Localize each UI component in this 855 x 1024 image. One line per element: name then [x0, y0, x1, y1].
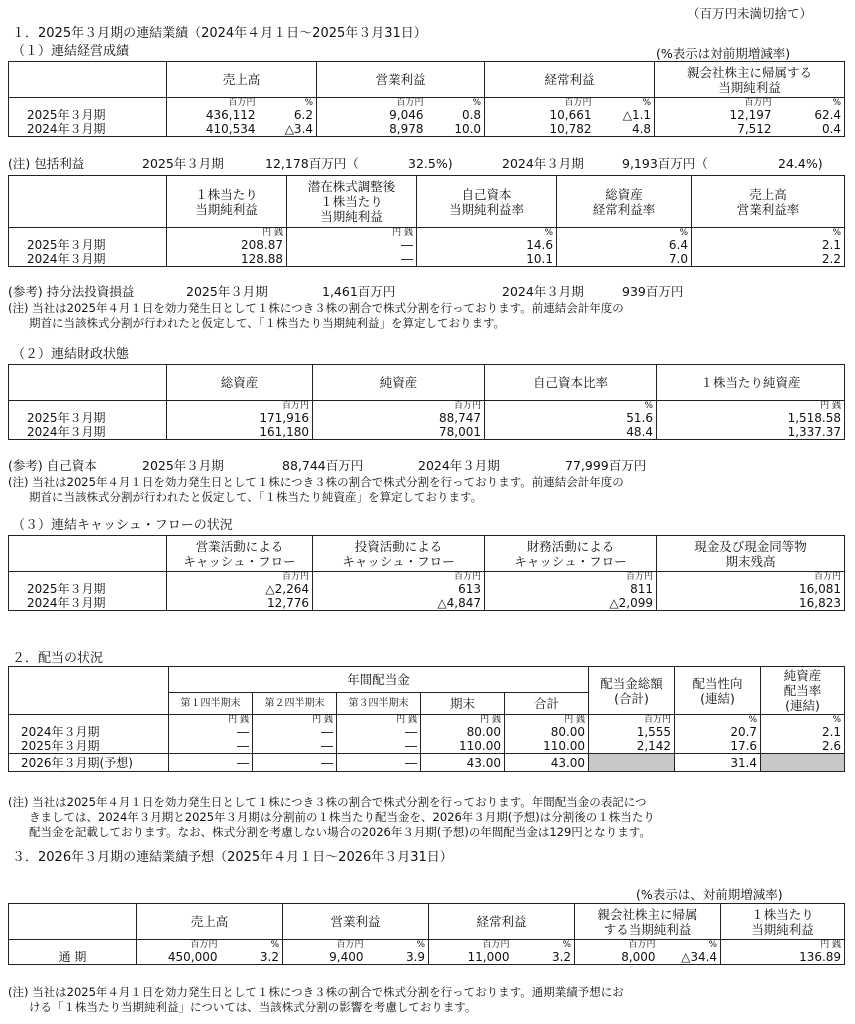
value: 77,999百万円	[565, 458, 647, 473]
table-row: 2024年３月期 12,776 △4,847 △2,099 16,823	[9, 596, 845, 611]
table-row: 2025年３月期 171,916 88,747 51.6 1,518.58	[9, 411, 845, 425]
col-sales: 売上高	[137, 904, 283, 940]
table-row: 2025年３月期 436,112 6.2 9,046 0.8 10,661 △1.1 12,197 62.4	[9, 108, 845, 122]
col-payout-ratio: 配当性向 (連結)	[675, 667, 761, 715]
comprehensive-income-label: (注) 包括利益	[8, 156, 85, 171]
section2-title: （２）連結財政状態	[12, 347, 130, 362]
col-total-assets: 総資産	[167, 365, 313, 401]
period-label: 2024年３月期	[418, 458, 500, 473]
col-sales: 売上高	[167, 62, 317, 98]
col-eps: １株当たり 当期純利益	[167, 176, 287, 228]
col-net-income: 親会社株主に帰属 する当期純利益	[575, 904, 721, 940]
table-row: 通 期 450,000 3.2 9,400 3.9 11,000 3.2 8,000 △34.4 136.89	[9, 950, 845, 965]
col-q1: 第１四半期末	[169, 693, 253, 715]
table-row: 2025年３月期 ― ― ― 110.00 110.00 2,142 17.6 2.6	[9, 739, 845, 754]
col-equity-ratio: 自己資本比率	[485, 365, 657, 401]
pct-note: (%表示は対前期増減率)	[656, 46, 791, 61]
col-annual-dividend: 年間配当金	[169, 667, 589, 693]
col-cash-balance: 現金及び現金同等物 期末残高	[657, 536, 845, 572]
note: (注) 当社は2025年４月１日を効力発生日として１株につき３株の割合で株式分割を行っております。年間配当金の表記につ	[8, 795, 647, 809]
table-row: 2024年３月期 128.88 ― 10.1 7.0 2.2	[9, 252, 845, 267]
col-ordinary-income: 経常利益	[485, 62, 655, 98]
col-net-income: 親会社株主に帰属する 当期純利益	[655, 62, 845, 98]
col-investing-cf: 投資活動による キャッシュ・フロー	[313, 536, 485, 572]
col-operating-cf: 営業活動による キャッシュ・フロー	[167, 536, 313, 572]
table-row: 2024年３月期 161,180 78,001 48.4 1,337.37	[9, 425, 845, 440]
table-row: 2026年３月期(予想) ― ― ― 43.00 43.00 31.4	[9, 754, 845, 772]
pct-note: (%表示は、対前期増減率)	[636, 887, 783, 902]
col-op-margin: 売上高 営業利益率	[692, 176, 845, 228]
section3-title: （３）連結キャッシュ・フローの状況	[12, 518, 233, 533]
col-total: 合計	[505, 693, 589, 715]
per-share-table: １株当たり 当期純利益 潜在株式調整後 １株当たり 当期純利益 自己資本 当期純利益率 総資産 経常利益率 売上高 営業利益率 円 銭 円 銭 % % % 2025年３月期 208.87 ― 14.6 6.4 2.1 2024年３月期 128.88 ― 10.1 7.0 2.2	[8, 175, 845, 267]
period-label: 2025年３月期	[186, 284, 268, 299]
col-ordinary-income: 経常利益	[429, 904, 575, 940]
financial-position-table: 総資産 純資産 自己資本比率 １株当たり純資産 百万円 百万円 % 円 銭 2025年３月期 171,916 88,747 51.6 1,518.58 2024年３月期 161,180 78,001 48.4 1,337.37	[8, 364, 845, 440]
period-label: 2025年３月期	[142, 458, 224, 473]
note: ける「１株当たり当期純利益」については、当該株式分割の影響を考慮しております。	[29, 1000, 477, 1014]
forecast-table: 売上高 営業利益 経常利益 親会社株主に帰属 する当期純利益 １株当たり 当期純利益 百万円 % 百万円 % 百万円 % 百万円 % 円 銭 通 期 450,000 3.2 9,400 3.9 11,000 3.2 8,000 △34.4 136.89	[8, 903, 845, 965]
dividend-table: 年間配当金 配当金総額 (合計) 配当性向 (連結) 純資産 配当率 (連結) 第１四半期末 第２四半期末 第３四半期末 期末 合計 円 銭 円 銭 円 銭 円 銭 円 銭 百万円 % % 2024年３月期 ― ― ― 80.00 80.00 1,555 20.7 2.1 2025年３月期 ― ― ― 110.00 110.00 2,142 17.6 2.6 2026年３月期(予想) ― ― ― 43.00 43.00 31.4	[8, 666, 845, 772]
section4-title: ２．配当の状況	[12, 651, 104, 666]
note: 配当金を記載しております。なお、株式分割を考慮しない場合の2026年３月期(予想)の年間配当金は129円となります。	[29, 825, 651, 839]
note: 期首に当該株式分割が行われたと仮定して、「１株当たり純資産」を算定しております。	[29, 490, 483, 504]
note: (注) 当社は2025年４月１日を効力発生日として１株につき３株の割合で株式分割を行っております。前連結会計年度の	[8, 301, 624, 315]
period-label: 2025年３月期	[142, 156, 224, 171]
section5-title: ３．2026年３月期の連結業績予想（2025年４月１日～2026年３月31日）	[12, 850, 453, 865]
section1-title: １．2025年３月期の連結業績（2024年４月１日～2025年３月31日）	[12, 26, 427, 41]
table-row: 2025年３月期 △2,264 613 811 16,081	[9, 582, 845, 596]
equity-method-label: (参考) 持分法投資損益	[8, 284, 135, 299]
unit-note: （百万円未満切捨て）	[687, 6, 813, 21]
value: 88,744百万円	[282, 458, 364, 473]
rate: 32.5%)	[408, 156, 453, 171]
col-year-end: 期末	[421, 693, 505, 715]
operating-results-table: 売上高 営業利益 経常利益 親会社株主に帰属する 当期純利益 百万円 % 百万円 % 百万円 % 百万円 % 2025年３月期 436,112 6.2 9,046 0.8 10,661 △1.1 12,197 62.4 2024年３月期 410,534 △3.4 8,978 10.0 10,782 4.8 7,512 0.4	[8, 61, 845, 137]
value: 12,178百万円（	[265, 156, 359, 171]
equity-label: (参考) 自己資本	[8, 458, 97, 473]
value: 939百万円	[622, 284, 684, 299]
note: きましては、2024年３月期と2025年３月期は分割前の１株当たり配当金を、2026年３月期(予想)は分割後の１株当たり	[29, 810, 655, 824]
note: (注) 当社は2025年４月１日を効力発生日として１株につき３株の割合で株式分割を行っております。前連結会計年度の	[8, 475, 624, 489]
col-roe: 自己資本 当期純利益率	[417, 176, 557, 228]
section1-subtitle: （１）連結経営成績	[12, 44, 130, 59]
col-q3: 第３四半期末	[337, 693, 421, 715]
col-roa: 総資産 経常利益率	[557, 176, 692, 228]
period-label: 2024年３月期	[502, 284, 584, 299]
table-row: 2024年３月期 410,534 △3.4 8,978 10.0 10,782 4.8 7,512 0.4	[9, 122, 845, 137]
col-total-dividend: 配当金総額 (合計)	[589, 667, 675, 715]
col-net-assets: 純資産	[313, 365, 485, 401]
table-row: 2024年３月期 ― ― ― 80.00 80.00 1,555 20.7 2.1	[9, 725, 845, 739]
col-operating-income: 営業利益	[317, 62, 485, 98]
value: 9,193百万円（	[622, 156, 708, 171]
value: 1,461百万円	[322, 284, 396, 299]
note: 期首に当該株式分割が行われたと仮定して、「１株当たり当期純利益」を算定しております。	[29, 316, 506, 330]
col-eps: １株当たり 当期純利益	[721, 904, 845, 940]
period-label: 2024年３月期	[502, 156, 584, 171]
col-q2: 第２四半期末	[253, 693, 337, 715]
cash-flow-table: 営業活動による キャッシュ・フロー 投資活動による キャッシュ・フロー 財務活動による キャッシュ・フロー 現金及び現金同等物 期末残高 百万円 百万円 百万円 百万円 2025年３月期 △2,264 613 811 16,081 2024年３月期 12,776 △4,847 △2,099 16,823	[8, 535, 845, 611]
col-doe: 純資産 配当率 (連結)	[761, 667, 845, 715]
col-operating-income: 営業利益	[283, 904, 429, 940]
col-bps: １株当たり純資産	[657, 365, 845, 401]
rate: 24.4%)	[778, 156, 823, 171]
table-row: 2025年３月期 208.87 ― 14.6 6.4 2.1	[9, 238, 845, 252]
note: (注) 当社は2025年４月１日を効力発生日として１株につき３株の割合で株式分割を行っております。通期業績予想にお	[8, 985, 624, 999]
col-financing-cf: 財務活動による キャッシュ・フロー	[485, 536, 657, 572]
col-diluted-eps: 潜在株式調整後 １株当たり 当期純利益	[287, 176, 417, 228]
